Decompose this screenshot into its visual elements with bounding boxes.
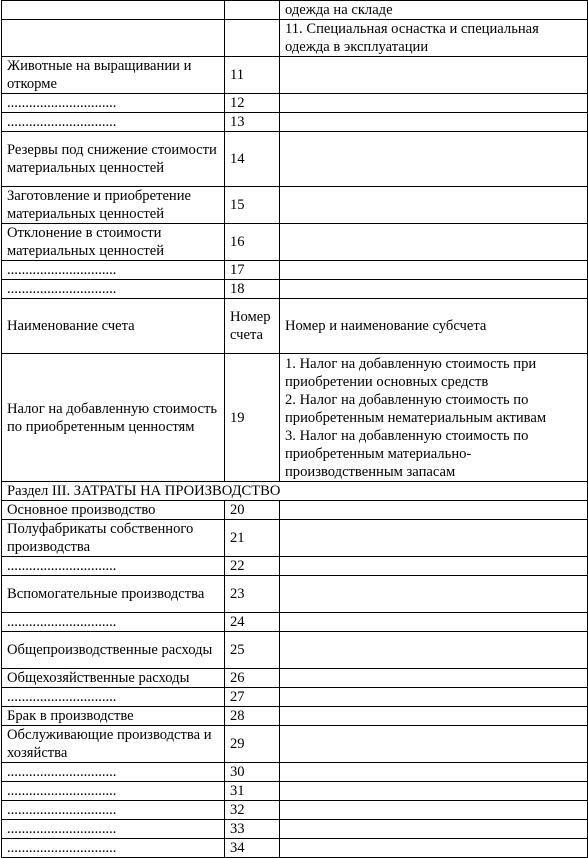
subaccount-cell bbox=[280, 613, 588, 632]
subaccount-item: 1. Налог на добавленную стоимость при приобретении основных средств bbox=[285, 355, 537, 390]
table-row bbox=[2, 261, 588, 280]
section-row bbox=[2, 482, 588, 501]
account-name-cell: Брак в производстве bbox=[2, 707, 225, 726]
account-number-cell: 32 bbox=[225, 801, 280, 820]
account-name-cell: Налог на добавленную стоимость по приобретенным ценностям bbox=[2, 354, 225, 482]
account-number-cell: 25 bbox=[225, 632, 280, 669]
account-number-cell: 13 bbox=[225, 113, 280, 132]
table-row bbox=[2, 632, 588, 669]
table-row bbox=[2, 613, 588, 632]
subaccount-cell bbox=[280, 669, 588, 688]
account-name-cell: .............................. bbox=[2, 782, 225, 801]
subaccount-cell bbox=[280, 707, 588, 726]
table-row bbox=[2, 132, 588, 187]
subaccount-cell bbox=[280, 132, 588, 187]
account-number-cell: 24 bbox=[225, 613, 280, 632]
table-row bbox=[2, 801, 588, 820]
account-number-cell: 17 bbox=[225, 261, 280, 280]
account-name-cell: .............................. bbox=[2, 688, 225, 707]
account-number-cell: 27 bbox=[225, 688, 280, 707]
account-number-cell: 11 bbox=[225, 57, 280, 94]
table-row bbox=[2, 1, 588, 20]
column-header-account-number: Номер счета bbox=[225, 299, 280, 354]
column-header-account-name: Наименование счета bbox=[2, 299, 225, 354]
account-number-cell: 21 bbox=[225, 520, 280, 557]
subaccount-cell bbox=[280, 261, 588, 280]
subaccount-cell bbox=[280, 782, 588, 801]
subaccount-cell bbox=[280, 763, 588, 782]
account-name-cell: Общепроизводственные расходы bbox=[2, 632, 225, 669]
subaccount-cell bbox=[280, 820, 588, 839]
subaccount-cell bbox=[280, 557, 588, 576]
subaccount-cell bbox=[280, 94, 588, 113]
subaccount-cell bbox=[280, 632, 588, 669]
table-row bbox=[2, 688, 588, 707]
table-row bbox=[2, 20, 588, 57]
account-number-cell: 22 bbox=[225, 557, 280, 576]
account-name-cell: Общехозяйственные расходы bbox=[2, 669, 225, 688]
account-number-cell: 23 bbox=[225, 576, 280, 613]
account-number-cell bbox=[225, 1, 280, 20]
subaccount-cell bbox=[280, 576, 588, 613]
table-row bbox=[2, 726, 588, 763]
table-row bbox=[2, 224, 588, 261]
account-number-cell: 28 bbox=[225, 707, 280, 726]
subaccount-cell bbox=[280, 726, 588, 763]
account-name-cell: .............................. bbox=[2, 801, 225, 820]
table-row bbox=[2, 763, 588, 782]
account-number-cell: 31 bbox=[225, 782, 280, 801]
account-number-cell: 16 bbox=[225, 224, 280, 261]
account-name-cell: .............................. bbox=[2, 113, 225, 132]
column-header-subaccount: Номер и наименование субсчета bbox=[280, 299, 588, 354]
table-row bbox=[2, 839, 588, 858]
account-name-cell: Заготовление и приобретение материальных ценностей bbox=[2, 187, 225, 224]
account-name-cell: .............................. bbox=[2, 280, 225, 299]
table-row bbox=[2, 187, 588, 224]
table-row bbox=[2, 280, 588, 299]
account-name-cell: .............................. bbox=[2, 613, 225, 632]
table-row bbox=[2, 354, 588, 482]
account-number-cell: 20 bbox=[225, 501, 280, 520]
table-row bbox=[2, 94, 588, 113]
table-row bbox=[2, 501, 588, 520]
table-header-row bbox=[2, 299, 588, 354]
subaccount-cell bbox=[280, 801, 588, 820]
account-name-cell: .............................. bbox=[2, 261, 225, 280]
table-row bbox=[2, 820, 588, 839]
account-name-cell: .............................. bbox=[2, 820, 225, 839]
subaccount-cell bbox=[280, 688, 588, 707]
account-number-cell: 18 bbox=[225, 280, 280, 299]
account-number-cell: 26 bbox=[225, 669, 280, 688]
account-number-cell bbox=[225, 20, 280, 57]
table-row bbox=[2, 782, 588, 801]
table-row bbox=[2, 520, 588, 557]
account-number-cell: 29 bbox=[225, 726, 280, 763]
account-number-cell: 12 bbox=[225, 94, 280, 113]
account-name-cell: .............................. bbox=[2, 839, 225, 858]
section-heading: Раздел III. ЗАТРАТЫ НА ПРОИЗВОДСТВО bbox=[2, 482, 588, 501]
table-row bbox=[2, 576, 588, 613]
account-name-cell: Животные на выращивании и откорме bbox=[2, 57, 225, 94]
account-name-cell: .............................. bbox=[2, 557, 225, 576]
table-row bbox=[2, 557, 588, 576]
account-number-cell: 19 bbox=[225, 354, 280, 482]
subaccount-cell: 11. Специальная оснастка и специальная одежда в эксплуатации bbox=[280, 20, 588, 57]
subaccount-item: 2. Налог на добавленную стоимость по приобретенным нематериальным активам bbox=[285, 391, 547, 426]
account-name-cell: Полуфабрикаты собственного производства bbox=[2, 520, 225, 557]
account-name-cell: Обслуживающие производства и хозяйства bbox=[2, 726, 225, 763]
subaccount-cell bbox=[280, 501, 588, 520]
subaccount-cell bbox=[280, 354, 588, 482]
account-name-cell: .............................. bbox=[2, 94, 225, 113]
subaccount-cell bbox=[280, 57, 588, 94]
account-number-cell: 33 bbox=[225, 820, 280, 839]
account-name-cell: Резервы под снижение стоимости материальных ценностей bbox=[2, 132, 225, 187]
subaccount-cell bbox=[280, 187, 588, 224]
account-name-cell: .............................. bbox=[2, 763, 225, 782]
account-number-cell: 34 bbox=[225, 839, 280, 858]
subaccount-cell bbox=[280, 520, 588, 557]
account-name-cell: Основное производство bbox=[2, 501, 225, 520]
account-name-cell bbox=[2, 1, 225, 20]
subaccount-item: 3. Налог на добавленную стоимость по приобретенным материально-производственным запасам bbox=[285, 427, 529, 480]
subaccount-cell bbox=[280, 280, 588, 299]
account-name-cell: Вспомогательные производства bbox=[2, 576, 225, 613]
subaccount-cell bbox=[280, 224, 588, 261]
subaccount-cell: одежда на складе bbox=[280, 1, 588, 20]
account-number-cell: 15 bbox=[225, 187, 280, 224]
table-row bbox=[2, 57, 588, 94]
account-name-cell: Отклонение в стоимости материальных ценностей bbox=[2, 224, 225, 261]
table-row bbox=[2, 707, 588, 726]
account-name-cell bbox=[2, 20, 225, 57]
table-row bbox=[2, 669, 588, 688]
account-number-cell: 30 bbox=[225, 763, 280, 782]
table-row bbox=[2, 113, 588, 132]
account-number-cell: 14 bbox=[225, 132, 280, 187]
subaccount-cell bbox=[280, 113, 588, 132]
chart-of-accounts-table bbox=[1, 0, 588, 858]
table-body bbox=[2, 1, 588, 858]
subaccount-cell bbox=[280, 839, 588, 858]
